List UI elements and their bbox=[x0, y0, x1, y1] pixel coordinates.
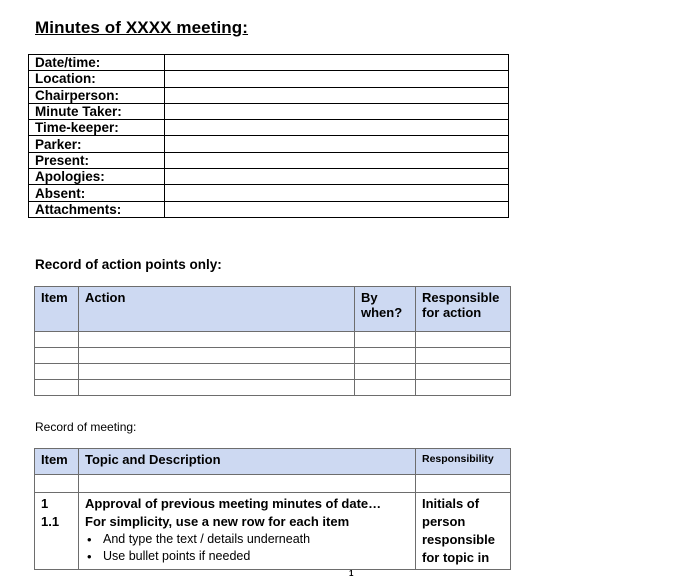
table-row bbox=[35, 364, 511, 380]
info-label: Absent: bbox=[29, 185, 165, 201]
info-label: Time-keeper: bbox=[29, 120, 165, 136]
page-title: Minutes of XXXX meeting: bbox=[35, 18, 249, 37]
header-action: Action bbox=[79, 287, 355, 332]
header-responsibility: Responsibility bbox=[416, 449, 511, 475]
bullet-list bbox=[85, 531, 409, 565]
info-row-apologies bbox=[29, 169, 509, 185]
info-value-cell[interactable] bbox=[165, 185, 509, 201]
header-by-when: By when? bbox=[355, 287, 416, 332]
info-value-cell[interactable] bbox=[165, 120, 509, 136]
info-row-attachments bbox=[29, 201, 509, 217]
table-row bbox=[35, 380, 511, 396]
action-table-header bbox=[35, 287, 511, 332]
info-row-time-keeper bbox=[29, 120, 509, 136]
action-points-heading: Record of action points only: bbox=[35, 257, 222, 272]
info-label: Minute Taker: bbox=[29, 103, 165, 119]
info-value-cell[interactable] bbox=[165, 169, 509, 185]
record-of-meeting-heading: Record of meeting: bbox=[35, 420, 137, 434]
info-row-absent bbox=[29, 185, 509, 201]
info-row-minute-taker bbox=[29, 103, 509, 119]
info-label: Parker: bbox=[29, 136, 165, 152]
table-row bbox=[35, 493, 511, 570]
table-row bbox=[35, 348, 511, 364]
info-row-location bbox=[29, 71, 509, 87]
info-value-cell[interactable] bbox=[165, 87, 509, 103]
header-responsible: Responsible for action bbox=[416, 287, 511, 332]
info-label: Apologies: bbox=[29, 169, 165, 185]
info-row-chairperson bbox=[29, 87, 509, 103]
info-value-cell[interactable] bbox=[165, 71, 509, 87]
info-value-cell[interactable] bbox=[165, 103, 509, 119]
info-value-cell[interactable] bbox=[165, 55, 509, 71]
info-row-present bbox=[29, 152, 509, 168]
header-item: Item bbox=[35, 449, 79, 475]
table-row bbox=[35, 475, 511, 493]
record-table-header bbox=[35, 449, 511, 475]
record-of-meeting-table bbox=[34, 448, 511, 570]
info-label: Location: bbox=[29, 71, 165, 87]
info-value-cell[interactable] bbox=[165, 201, 509, 217]
info-label: Chairperson: bbox=[29, 87, 165, 103]
page-number: 1 bbox=[349, 569, 354, 578]
info-label: Date/time: bbox=[29, 55, 165, 71]
info-label: Present: bbox=[29, 152, 165, 168]
list-item: • And type the text / details underneath bbox=[103, 531, 409, 548]
responsibility-cell[interactable]: Initials of person responsible for topic in bbox=[416, 493, 511, 570]
table-row bbox=[35, 332, 511, 348]
info-row-parker bbox=[29, 136, 509, 152]
item-number-cell[interactable]: 1 1.1 bbox=[35, 493, 79, 570]
topic-cell[interactable]: Approval of previous meeting minutes of date… For simplicity, use a new row for each item • And type the text / details underneath • Use bullet points if needed bbox=[79, 493, 416, 570]
info-row-date-time bbox=[29, 55, 509, 71]
action-points-table bbox=[34, 286, 511, 396]
info-label: Attachments: bbox=[29, 201, 165, 217]
header-topic: Topic and Description bbox=[79, 449, 416, 475]
info-value-cell[interactable] bbox=[165, 136, 509, 152]
list-item: • Use bullet points if needed bbox=[103, 548, 409, 565]
header-item: Item bbox=[35, 287, 79, 332]
info-value-cell[interactable] bbox=[165, 152, 509, 168]
meeting-info-table bbox=[28, 54, 509, 218]
